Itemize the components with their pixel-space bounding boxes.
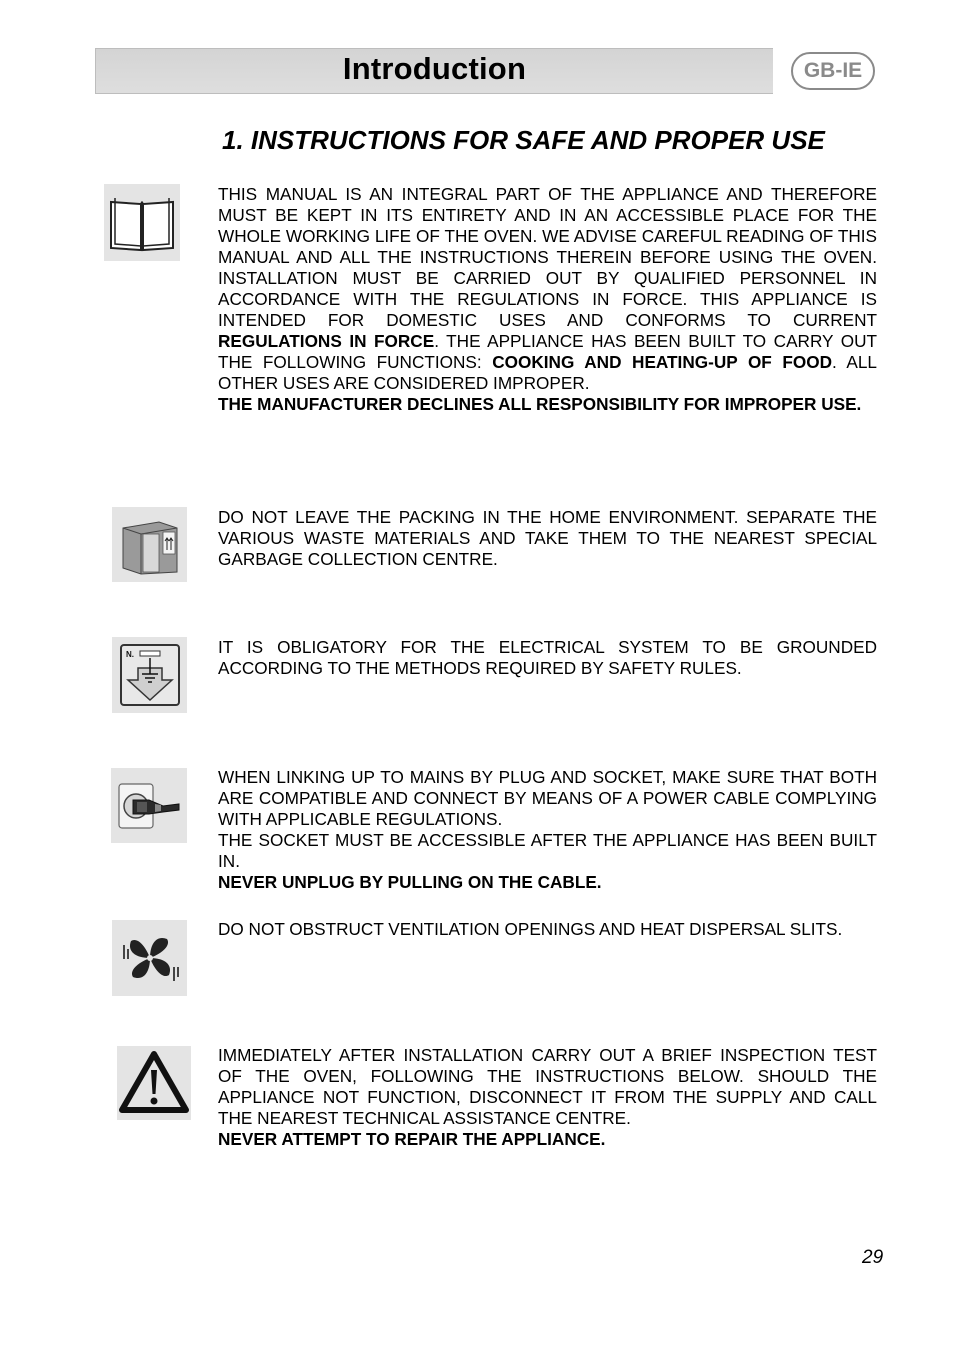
page-title: Introduction — [342, 51, 527, 86]
open-book-icon — [104, 184, 180, 261]
plug-text — [218, 767, 877, 893]
section-title: 1. INSTRUCTIONS FOR SAFE AND PROPER USE — [222, 125, 825, 155]
inspection-text — [218, 1045, 877, 1150]
manual-disclaimer-text: THE MANUFACTURER DECLINES ALL RESPONSIBILITY FOR IMPROPER USE. — [218, 394, 862, 414]
inspection-warning-text: NEVER ATTEMPT TO REPAIR THE APPLIANCE. — [218, 1129, 606, 1149]
manual-text-bold: REGULATIONS IN FORCE — [218, 331, 435, 351]
manual-text-part: . ALL OTHER USES ARE CONSIDERED IMPROPER. — [218, 352, 877, 393]
grounding-paragraph: IT IS OBLIGATORY FOR THE ELECTRICAL SYSTEM TO BE GROUNDED ACCORDING TO THE METHODS REQUIRED BY SAFETY RULES. — [218, 637, 877, 678]
manual-disclaimer — [218, 394, 877, 415]
plug-paragraph-1: WHEN LINKING UP TO MAINS BY PLUG AND SOCKET, MAKE SURE THAT BOTH ARE COMPATIBLE AND CONNECT BY MEANS OF A POWER CABLE COMPLYING WITH APPLICABLE REGULATIONS. — [218, 767, 877, 829]
plug-warning-text: NEVER UNPLUG BY PULLING ON THE CABLE. — [218, 872, 602, 892]
header-bar — [95, 48, 773, 94]
plug-warning — [218, 872, 877, 893]
grounding-text — [218, 637, 877, 679]
packing-text — [218, 507, 877, 570]
manual-text-part: . THE APPLIANCE HAS BEEN BUILT TO CARRY OUT THE FOLLOWING FUNCTIONS: — [218, 331, 877, 372]
packing-box-icon — [112, 507, 187, 582]
plug-paragraph-2: THE SOCKET MUST BE ACCESSIBLE AFTER THE APPLIANCE HAS BEEN BUILT IN. — [218, 830, 877, 871]
inspection-warning — [218, 1129, 877, 1150]
warning-triangle-icon — [117, 1046, 191, 1120]
manual-text — [218, 184, 877, 415]
page-number: 29 — [862, 1247, 884, 1268]
plug-socket-icon — [111, 768, 187, 843]
packing-paragraph: DO NOT LEAVE THE PACKING IN THE HOME ENVIRONMENT. SEPARATE THE VARIOUS WASTE MATERIALS AND TAKE THEM TO THE NEAREST SPECIAL GARBAGE COLLECTION CENTRE. — [218, 507, 877, 569]
manual-text-part: THIS MANUAL IS AN INTEGRAL PART OF THE APPLIANCE AND THEREFORE MUST BE KEPT IN ITS ENTIRETY AND IN AN ACCESSIBLE PLACE FOR THE WHOLE WORKING LIFE OF THE OVEN. WE ADVISE CAREFUL READING OF THIS MANUAL AND ALL THE INSTRUCTIONS THEREIN BEFORE USING THE OVEN. INSTALLATION MUST BE CARRIED OUT BY QUALIFIED PERSONNEL IN ACCORDANCE WITH THE REGULATIONS IN FORCE. THIS APPLIANCE IS INTENDED FOR DOMESTIC USES AND CONFORMS TO CURRENT — [218, 184, 877, 330]
ground-label: N. — [125, 650, 134, 659]
ventilation-text — [218, 919, 877, 940]
language-badge: GB-IE — [791, 52, 875, 90]
ground-symbol-icon — [112, 637, 187, 713]
ventilation-paragraph: DO NOT OBSTRUCT VENTILATION OPENINGS AND HEAT DISPERSAL SLITS. — [218, 919, 843, 939]
inspection-paragraph: IMMEDIATELY AFTER INSTALLATION CARRY OUT A BRIEF INSPECTION TEST OF THE OVEN, FOLLOWING THE INSTRUCTIONS BELOW. SHOULD THE APPLIANCE NOT FUNCTION, DISCONNECT IT FROM THE SUPPLY AND CALL THE NEAREST TECHNICAL ASSISTANCE CENTRE. — [218, 1045, 877, 1128]
manual-text-bold: COOKING AND HEATING-UP OF FOOD — [492, 352, 833, 372]
fan-icon — [112, 920, 187, 996]
manual-paragraph — [218, 184, 877, 394]
